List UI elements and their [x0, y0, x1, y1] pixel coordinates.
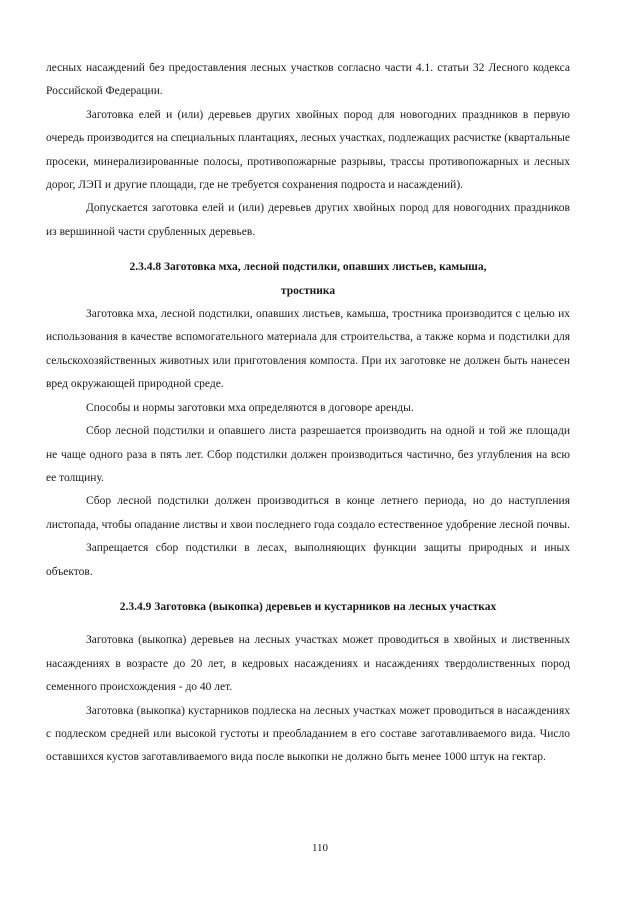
paragraph-continued: лесных насаждений без предоставления лесных участков согласно части 4.1. статьи 32 Лесного кодекса Российской Федерации.	[46, 62, 570, 98]
page-number: 110	[311, 842, 329, 854]
paragraph-litter-collection: Сбор лесной подстилки и опавшего листа разрешается производить на одной и той же площади не чаще одного раза в пять лет. Сбор подстилки должен производиться частично, без углубления на всю ее толщину.	[46, 425, 570, 484]
document-page	[46, 57, 570, 770]
paragraph-new-year-trees: Заготовка елей и (или) деревьев других хвойных пород для новогодних праздников в первую очередь производится на специальных плантациях, лесных участках, подлежащих расчистке (квартальные просеки, минерализированные полосы, противопожарные разрывы, трассы противопожарных и лесных дорог, ЛЭП и другие площади, где не требуется сохранения подроста и насаждений).	[46, 108, 570, 192]
paragraph-moss-harvest: Заготовка мха, лесной подстилки, опавших листьев, камыша, тростника производится с целью их использования в качестве вспомогательного материала для строительства, а также корма и подстилки для сельскохозяйственных животных или приготовления компоста. При их заготовке не должен быть нанесен вред окружающей природной среде.	[46, 308, 570, 391]
section-heading-2348: 2.3.4.8 Заготовка мха, лесной подстилки, опавших листьев, камыша,	[129, 261, 487, 274]
paragraph-tree-digging: Заготовка (выкопка) деревьев на лесных участках может проводиться в хвойных и лиственных насаждениях в возрасте до 20 лет, в кедровых насаждениях и насаждениях твердолиственных пород семенного происхождения - до 40 лет.	[46, 634, 570, 694]
paragraph-litter-timing: Сбор лесной подстилки должен производиться в конце летнего периода, но до наступления листопада, чтобы опадание листвы и хвои последнего года создало естественное удобрение лесной почвы.	[46, 495, 570, 531]
paragraph-shrub-digging: Заготовка (выкопка) кустарников подлеска на лесных участках может проводиться в насаждениях с подлеском средней или высокой густоты и преобладанием в его составе заготавливаемого вида. Число оставшихся кустов заготавливаемого вида после выкопки не должно быть менее 1000 штук на гектар.	[46, 704, 570, 764]
paragraph-tree-tops: Допускается заготовка елей и (или) деревьев других хвойных пород для новогодних праздников из вершинной части срубленных деревьев.	[46, 202, 570, 238]
section-heading-2349: 2.3.4.9 Заготовка (выкопка) деревьев и кустарников на лесных участках	[119, 600, 497, 613]
paragraph-moss-norms: Способы и нормы заготовки мха определяются в договоре аренды.	[86, 401, 414, 414]
paragraph-litter-prohibition: Запрещается сбор подстилки в лесах, выполняющих функции защиты природных и иных объектов.	[46, 542, 570, 578]
section-heading-2348-line2: тростника	[280, 284, 336, 297]
